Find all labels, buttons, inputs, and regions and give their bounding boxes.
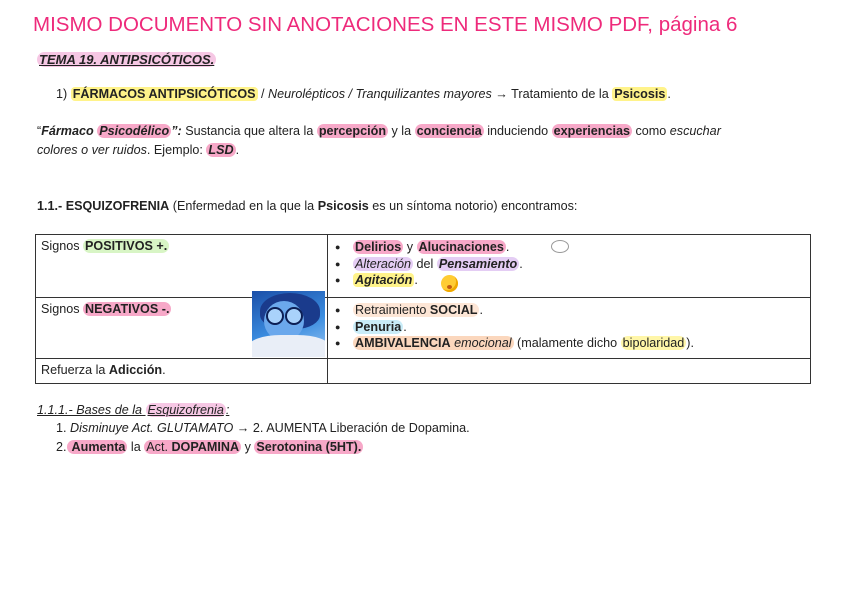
preposition: del <box>413 256 437 271</box>
section-number: 1.1.- ESQUIZOFRENIA <box>37 199 170 213</box>
psicosis-bold: Psicosis <box>317 199 369 213</box>
table-row <box>36 359 811 384</box>
list-item <box>353 239 805 256</box>
treatment-text: → Tratamiento de la <box>491 87 613 101</box>
surprised-emoji-icon <box>441 275 458 292</box>
list-item <box>353 256 805 273</box>
close-paren: ). <box>686 336 694 350</box>
list-item <box>353 335 805 352</box>
pensamiento-term: Pensamiento <box>438 256 518 271</box>
negative-label: NEGATIVOS -. <box>85 302 170 316</box>
bipolaridad-term: bipolaridad <box>622 336 685 350</box>
esq-text-2: es un síntoma notorio) encontramos: <box>368 199 578 213</box>
ambivalencia-term: AMBIVALENCIA <box>355 336 451 350</box>
alteracion-term: Alteración <box>355 256 412 271</box>
def-text-3: induciendo <box>483 124 552 138</box>
refuerza-text: Refuerza la <box>41 363 109 377</box>
positive-signs-list <box>333 239 805 289</box>
page-banner: MISMO DOCUMENTO SIN ANOTACIONES EN ESTE MISMO PDF, página 6 <box>33 13 738 36</box>
table-row <box>36 298 811 359</box>
addiction-cell <box>36 359 328 384</box>
experiencias-term: experiencias <box>553 124 630 138</box>
table-row <box>36 235 811 298</box>
item-number: 1. <box>56 421 67 435</box>
bases-item-2 <box>56 439 363 455</box>
thought-cloud-icon <box>551 240 569 253</box>
list-item <box>353 272 805 289</box>
delirios-term: Delirios <box>355 240 402 254</box>
sadness-character-image <box>252 291 325 357</box>
glutamato-text: Disminuye Act. GLUTAMATO <box>70 421 234 435</box>
psychedelic-definition-line1 <box>37 123 721 139</box>
positive-signs-cell <box>36 235 328 298</box>
serotonina-term: Serotonina (5HT). <box>256 440 362 454</box>
bases-title <box>37 402 229 418</box>
dopamina-term: DOPAMINA <box>171 440 240 454</box>
esquizofrenia-term: Esquizofrenia <box>147 403 224 417</box>
def-text-5: . Ejemplo: <box>146 143 207 157</box>
colon: : <box>225 403 230 417</box>
emocional-term: emocional <box>450 336 512 350</box>
negative-signs-list-cell <box>328 298 811 359</box>
agitacion-term: Agitación <box>355 273 413 287</box>
def-text-4: como <box>631 124 670 138</box>
penuria-term: Penuria <box>355 319 402 334</box>
close-quote: ”: <box>171 124 182 138</box>
colores-text: colores o ver ruidos <box>37 143 147 157</box>
conjunction: y <box>241 440 255 454</box>
separator: / <box>257 87 269 101</box>
item-number: 2. <box>56 440 67 454</box>
note-text: (malamente dicho <box>513 336 621 350</box>
act-text: Act. <box>146 440 172 454</box>
conciencia-term: conciencia <box>416 124 482 138</box>
psicosis-term: Psicosis <box>614 87 666 101</box>
period: . <box>162 363 166 377</box>
item-number: 1) <box>56 87 68 101</box>
def-text-1: Sustancia que altera la <box>181 124 317 138</box>
glasses-left <box>266 307 284 325</box>
antipsychotic-drugs: FÁRMACOS ANTIPSICÓTICOS <box>72 87 256 101</box>
percepcion-term: percepción <box>318 124 387 138</box>
empty-cell <box>328 359 811 384</box>
positive-signs-list-cell <box>328 235 811 298</box>
glasses-right <box>285 307 303 325</box>
period: . <box>479 303 483 317</box>
bases-title-text: 1.1.1.- Bases de la <box>37 403 146 417</box>
alucinaciones-term: Alucinaciones <box>418 240 504 254</box>
social-term: SOCIAL <box>429 303 478 317</box>
period: . <box>414 273 418 287</box>
period: . <box>519 256 523 271</box>
def-text-2: y la <box>388 124 415 138</box>
open-quote: “ <box>37 124 42 138</box>
period: . <box>235 143 240 157</box>
farmaco-term: Fármaco <box>41 124 94 138</box>
period: . <box>505 240 510 254</box>
esquizofrenia-heading <box>37 198 577 214</box>
psychedelic-definition-line2 <box>37 142 239 158</box>
period: . <box>403 319 407 334</box>
topic-title <box>37 52 216 67</box>
adiccion-term: Adicción <box>108 363 163 377</box>
retraimiento-term: Retraimiento <box>355 303 430 317</box>
conjunction: y <box>403 240 417 254</box>
aumenta-term: Aumenta <box>68 440 126 454</box>
escuchar-text: escuchar <box>669 124 721 138</box>
dopamina-release-text: → 2. AUMENTA Liberación de Dopamina. <box>233 421 470 435</box>
drug-classes-line <box>56 86 671 102</box>
list-item <box>353 302 805 319</box>
synonyms: Neurolépticos / Tranquilizantes mayores <box>268 87 492 101</box>
esq-text-1: (Enfermedad en la que la <box>169 199 318 213</box>
lsd-term: LSD <box>208 143 234 157</box>
list-item <box>353 319 805 336</box>
psicodelico-term: Psicodélico <box>99 124 170 138</box>
topic-title-text: TEMA 19. ANTIPSICÓTICOS. <box>39 52 215 67</box>
negative-signs-list <box>333 302 805 352</box>
positive-label: POSITIVOS +. <box>85 239 168 253</box>
signos-label: Signos <box>41 302 84 316</box>
article: la <box>127 440 145 454</box>
period: . <box>667 87 671 101</box>
sweater-shape <box>252 335 325 357</box>
signos-label: Signos <box>41 239 84 253</box>
bases-item-1 <box>56 420 470 436</box>
signs-table <box>35 234 811 384</box>
